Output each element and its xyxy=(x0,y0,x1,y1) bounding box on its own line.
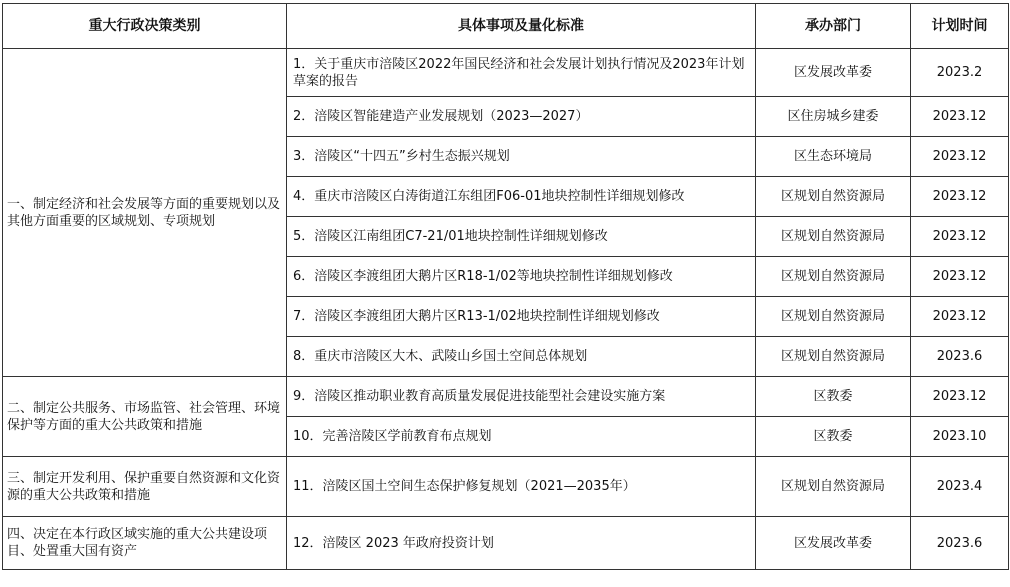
item-cell: 4．重庆市涪陵区白涛街道江东组团F06-01地块控制性详细规划修改 xyxy=(287,177,756,217)
time-cell: 2023.12 xyxy=(911,137,1009,177)
item-cell: 1．关于重庆市涪陵区2022年国民经济和社会发展计划执行情况及2023年计划草案的报告 xyxy=(287,49,756,97)
category-cell: 四、决定在本行政区域实施的重大公共建设项目、处置重大国有资产 xyxy=(3,517,287,570)
header-time: 计划时间 xyxy=(911,4,1009,49)
dept-cell: 区发展改革委 xyxy=(756,49,911,97)
header-row xyxy=(3,4,1009,49)
category-cell: 一、制定经济和社会发展等方面的重要规划以及其他方面重要的区域规划、专项规划 xyxy=(3,49,287,377)
category-cell: 二、制定公共服务、市场监管、社会管理、环境保护等方面的重大公共政策和措施 xyxy=(3,377,287,457)
table-row xyxy=(3,517,1009,570)
dept-cell: 区发展改革委 xyxy=(756,517,911,570)
time-cell: 2023.12 xyxy=(911,257,1009,297)
table-row xyxy=(3,457,1009,517)
dept-cell: 区规划自然资源局 xyxy=(756,257,911,297)
time-cell: 2023.12 xyxy=(911,177,1009,217)
item-cell: 12．涪陵区 2023 年政府投资计划 xyxy=(287,517,756,570)
dept-cell: 区规划自然资源局 xyxy=(756,457,911,517)
item-cell: 7．涪陵区李渡组团大鹅片区R13-1/02地块控制性详细规划修改 xyxy=(287,297,756,337)
table-row xyxy=(3,377,1009,417)
decision-table xyxy=(2,3,1009,570)
time-cell: 2023.12 xyxy=(911,217,1009,257)
table-row xyxy=(3,49,1009,97)
time-cell: 2023.6 xyxy=(911,337,1009,377)
dept-cell: 区规划自然资源局 xyxy=(756,217,911,257)
header-category: 重大行政决策类别 xyxy=(3,4,287,49)
item-cell: 5．涪陵区江南组团C7-21/01地块控制性详细规划修改 xyxy=(287,217,756,257)
dept-cell: 区规划自然资源局 xyxy=(756,177,911,217)
item-cell: 6．涪陵区李渡组团大鹅片区R18-1/02等地块控制性详细规划修改 xyxy=(287,257,756,297)
category-cell: 三、制定开发利用、保护重要自然资源和文化资源的重大公共政策和措施 xyxy=(3,457,287,517)
item-cell: 10．完善涪陵区学前教育布点规划 xyxy=(287,417,756,457)
header-item: 具体事项及量化标准 xyxy=(287,4,756,49)
time-cell: 2023.12 xyxy=(911,97,1009,137)
time-cell: 2023.12 xyxy=(911,297,1009,337)
dept-cell: 区生态环境局 xyxy=(756,137,911,177)
item-cell: 8．重庆市涪陵区大木、武陵山乡国土空间总体规划 xyxy=(287,337,756,377)
time-cell: 2023.12 xyxy=(911,377,1009,417)
dept-cell: 区规划自然资源局 xyxy=(756,297,911,337)
header-dept: 承办部门 xyxy=(756,4,911,49)
dept-cell: 区教委 xyxy=(756,417,911,457)
item-cell: 9．涪陵区推动职业教育高质量发展促进技能型社会建设实施方案 xyxy=(287,377,756,417)
time-cell: 2023.4 xyxy=(911,457,1009,517)
time-cell: 2023.2 xyxy=(911,49,1009,97)
dept-cell: 区教委 xyxy=(756,377,911,417)
dept-cell: 区住房城乡建委 xyxy=(756,97,911,137)
item-cell: 2．涪陵区智能建造产业发展规划（2023—2027） xyxy=(287,97,756,137)
dept-cell: 区规划自然资源局 xyxy=(756,337,911,377)
item-cell: 11．涪陵区国土空间生态保护修复规划（2021—2035年） xyxy=(287,457,756,517)
item-cell: 3．涪陵区“十四五”乡村生态振兴规划 xyxy=(287,137,756,177)
time-cell: 2023.6 xyxy=(911,517,1009,570)
time-cell: 2023.10 xyxy=(911,417,1009,457)
